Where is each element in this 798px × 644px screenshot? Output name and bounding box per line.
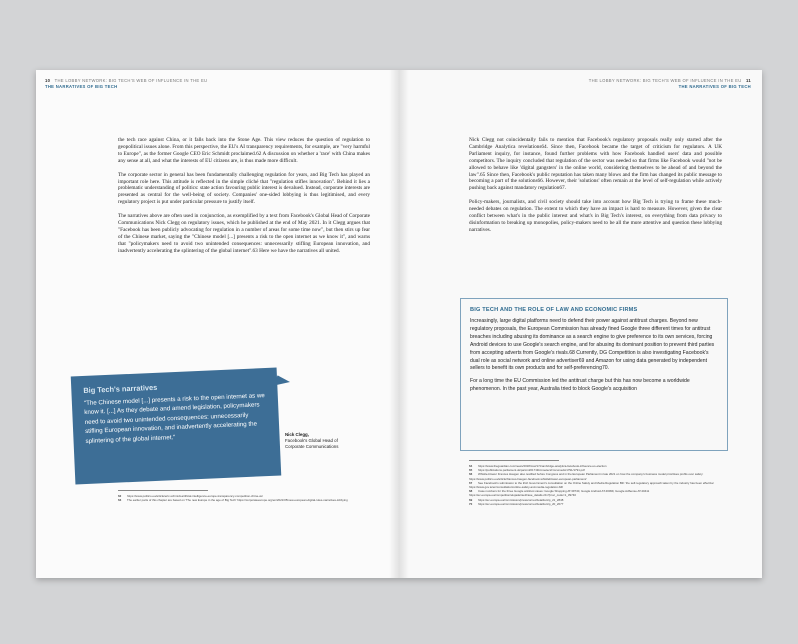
footnote: 64 https://www.theguardian.com/news/2018/mar/17/cambridge-analytica-facebook-influence-us-election <box>469 464 607 468</box>
right-page <box>399 70 762 578</box>
quote-attribution <box>285 432 338 450</box>
attribution-role: Corporate Communications <box>285 444 339 449</box>
right-running-head <box>589 78 751 90</box>
page-number: 11 <box>745 78 751 83</box>
footnote-rule <box>118 490 208 491</box>
footnote: 62 https://www.politico.eu/article/eric-schmidt-artificial-intelligence-europe-transparency-competition-china-us/ <box>118 494 263 498</box>
footnote: 65 https://publications.parliament.uk/pa/cm201719/cmselect/cmcumeds/1791/1791.pdf <box>469 468 585 473</box>
left-running-head <box>45 78 207 90</box>
quote-title: Big Tech's narratives <box>83 382 158 396</box>
paragraph: The narratives above are often used in conjunction, as exemplified by a text from Facebook's Global Head of Corporate Communications Nick Clegg on regulatory issues, which he published at the end of May 2021. In it Clegg argues that "Facebook has been publicly advocating for regulation in a number of areas for some time now", but then stirs up fear of the Chinese market, saying the "Chinese model [...] presents a risk to the open internet as we know it", and warns that "policymakers need to avoid two unintended consequences: unnecessarily stifling European innovation, and inadvertently accelerating the splintering of the global internet".63 Here we have the narratives all united. <box>118 213 370 254</box>
info-box-paragraph: Increasingly, large digital platforms need to defend their power against antitrust charges. Beyond new regulatory proposals, the European Commission has already fined Google three different times for antitrust breaches including abusing its dominance as a search engine to give preference to its own services, forcing Android devices to use Google's search engine, and for abusing its dominant position to prevent third parties from accepting adverts from Google's rivals.68 Currently, DG Competition is also investigating Facebook's dual role as social network and online advertiser69 and Amazon for using data generated by independent sellers to benefit its own products and for self-preferencing70. <box>470 318 715 372</box>
attribution-name: Nick Clegg, <box>285 432 309 437</box>
left-page <box>36 70 399 578</box>
info-box-paragraph: For a long time the EU Commission led the antitrust charge but this has now become a worldwide phenomenon. In the past year, Australia tried to block Google's acquisition <box>470 378 690 393</box>
paragraph: Nick Clegg not coincidentally fails to mention that Facebook's regulatory proposals really only started after the Cambridge Analytica revelations64. Since then, Facebook became the target of criticism for regulators. A UK Parliament inquiry, for instance, found further problems with how Facebook handled users' data and possible competitors. The inquiry concluded that regulation of the sector was needed so that firms like Facebook would "not be allowed to behave like 'digital gangsters' in the online world, considering themselves to be ahead of and beyond the law".65 Since then, Facebook's public reputation has taken many blows and the firm has changed its public message to becoming a part of the solutions66. However, their 'solutions' often remain at the level of self-regulation while actively pushing back against mandatory regulation67. <box>469 137 722 192</box>
section-title: THE NARRATIVES OF BIG TECH <box>45 84 118 89</box>
info-box <box>460 298 728 451</box>
paragraph: The corporate sector in general has been fundamentally challenging regulation for years, and Big Tech has played an important role here. This attitude is reflected in the simple cliché that "regulation stifles innovation". Behind it lies a problematic understanding of politics: state action favouring public interest is devalued. Instead, corporate interests are presented as central for the well-being of society. Companies' one-sided lobbying is thus legitimised, and every regulatory project is put under particular pressure to justify itself. <box>118 171 370 206</box>
attribution-role: Facebook's Global Head of <box>285 438 338 443</box>
left-body-text <box>118 137 370 262</box>
footnote: 67 See Facebook's submission to the Irish Government's consultation on the Online Safety and Media Regulation Bill: 'the self-regulatory approach taken by the industry has been effective' https://www.gov.ie/en/consultation/online-safety-and-media-regulation-bill/ <box>469 480 715 490</box>
running-title: THE LOBBY NETWORK: BIG TECH'S WEB OF INFLUENCE IN THE EU <box>588 78 742 83</box>
info-box-title: BIG TECH AND THE ROLE OF LAW AND ECONOMIC FIRMS <box>470 307 638 313</box>
right-body-text <box>469 137 722 241</box>
footnotes <box>469 464 722 506</box>
footnote: 66 Whistle-blower Frances Haugen also testified before Congress and in the European Parliament in late 2021 on how the company's business model prioritises profits over safety: https://www.politico.eu/article/frances-haugen-facebook-whistleblower-european-parliament/ <box>469 472 704 481</box>
paragraph: Policy-makers, journalists, and civil society should take into account how Big Tech is trying to frame these much-needed debates on regulation. The extent to which they have an impact is hard to measure. However, given the clear conflict between what's in the public interest and what's in Big Tech's interest, on everything from data privacy to disinformation to breaking up monopolies, policy-makers need to be all the more attentive and question these lobbying narratives. <box>469 199 722 233</box>
quote-text: "The Chinese model [...] presents a risk to the open internet as we know it. [...] As they debate and amend legislation, policymakers need to avoid two unintended consequences: unnecessarily stifling European innovation, and inadvertently accelerating the splintering of the global internet." <box>83 392 265 445</box>
running-title: THE LOBBY NETWORK: BIG TECH'S WEB OF INFLUENCE IN THE EU <box>54 78 208 83</box>
paragraph: the tech race against China, or it falls back into the Stone Age. This view reduces the question of regulation to geopolitical issues alone. From this perspective, the EU's AI transparency requirements, for example, are "very harmful to Europe", as the former Google CEO Eric Schmidt proclaimed.62 A discussion on whether a 'race' with China makes any sense at all, and what the interests of EU citizens are, is thus made more difficult. <box>118 137 370 164</box>
footnote: 63 The earlier parts of this chapter are based on 'The new Europe in the age of Big Tech' https://corporateeurope.org/en/2021/05/new-european-digital-rules-narratives-lobbying <box>118 498 348 503</box>
footnote: 70 https://ec.europa.eu/commission/presscorner/detail/en/ip_20_2077 <box>469 501 564 506</box>
footnote: 69 https://ec.europa.eu/commission/presscorner/detail/en/ip_21_2848 <box>469 497 564 502</box>
page-number: 10 <box>45 78 51 83</box>
footnote: 68 Case numbers for the three Google antitrust cases: Google Shopping AT.39740, Google Android AT.40099, Google AdSense AT.40411 https://ec.europa.eu/competition/elojade/isef/case_details.cfm?proc_code=1_39740 <box>469 489 650 498</box>
book-spread <box>36 70 762 578</box>
quote-box <box>71 368 282 485</box>
footnotes <box>118 494 371 502</box>
footnote-rule <box>469 460 559 461</box>
section-title: THE NARRATIVES OF BIG TECH <box>678 84 751 89</box>
